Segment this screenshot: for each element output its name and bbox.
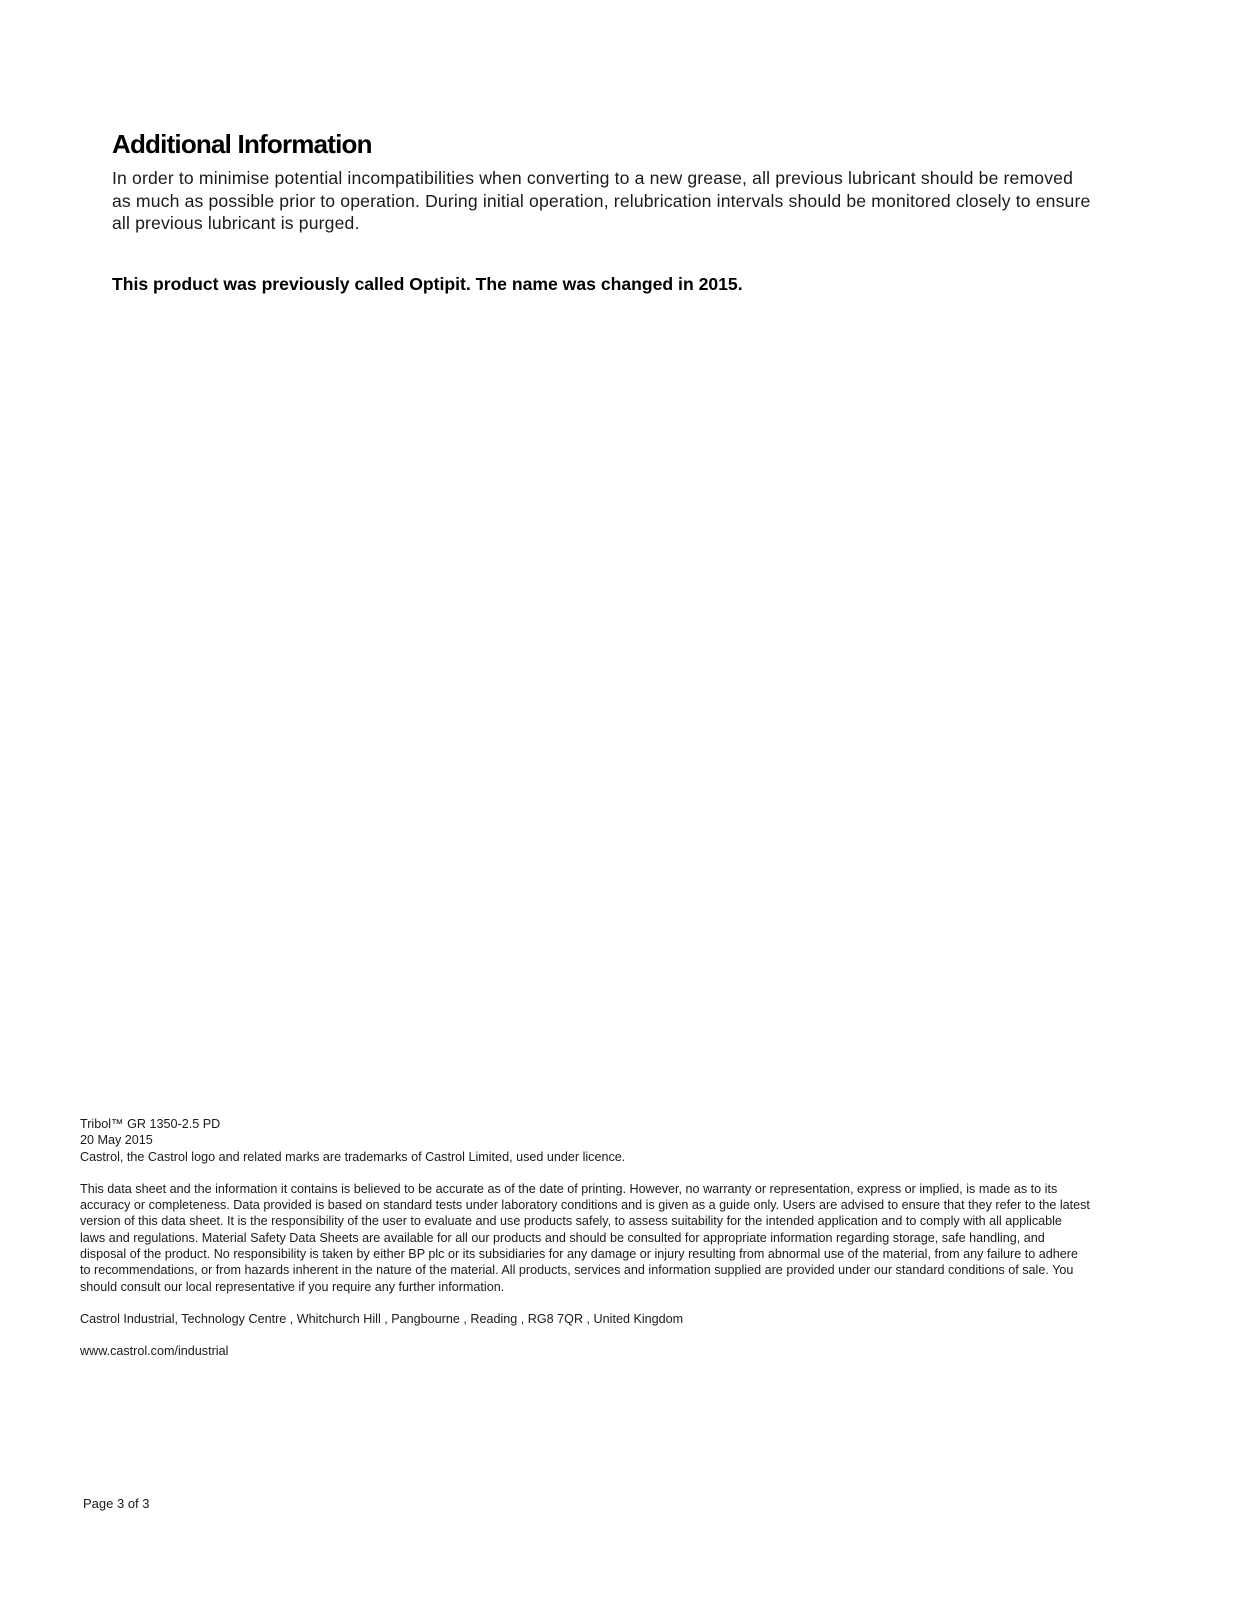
additional-information-body: In order to minimise potential incompatibilities when converting to a new grease, all previous lubricant should be removed as much as possible prior to operation. During initial operation, relubrication intervals should be monitored closely to ensure all previous lubricant is purged.	[112, 168, 1091, 233]
section-heading: Additional Information	[112, 129, 372, 159]
additional-information-section	[112, 128, 1092, 295]
footer-product-name: Tribol™ GR 1350-2.5 PD	[80, 1117, 221, 1131]
page-number: Page 3 of 3	[83, 1496, 150, 1511]
footer-disclaimer: This data sheet and the information it contains is believed to be accurate as of the date of printing. However, no warranty or representation, express or implied, is made as to its accuracy or completeness. Data provided is based on standard tests under laboratory conditions and is given as a guide only. Users are advised to ensure that they refer to the latest version of this data sheet. It is the responsibility of the user to evaluate and use products safely, to assess suitability for the intended application and to comply with all applicable laws and regulations. Material Safety Data Sheets are available for all our products and should be consulted for appropriate information regarding storage, safe handling, and disposal of the product. No responsibility is taken by either BP plc or its subsidiaries for any damage or injury resulting from abnormal use of the material, from any failure to adhere to recommendations, or from hazards inherent in the nature of the material. All products, services and information supplied are provided under our standard conditions of sale. You should consult our local representative if you require any further information.	[80, 1181, 1090, 1294]
footer-trademark-notice: Castrol, the Castrol logo and related marks are trademarks of Castrol Limited, used under licence.	[80, 1149, 626, 1164]
footer-address: Castrol Industrial, Technology Centre , Whitchurch Hill , Pangbourne , Reading , RG8 7QR , United Kingdom	[80, 1311, 684, 1326]
footer-date: 20 May 2015	[80, 1133, 153, 1148]
product-rename-note: This product was previously called Optipit. The name was changed in 2015.	[112, 273, 743, 294]
document-footer	[80, 1116, 1090, 1360]
footer-website: www.castrol.com/industrial	[80, 1344, 229, 1359]
